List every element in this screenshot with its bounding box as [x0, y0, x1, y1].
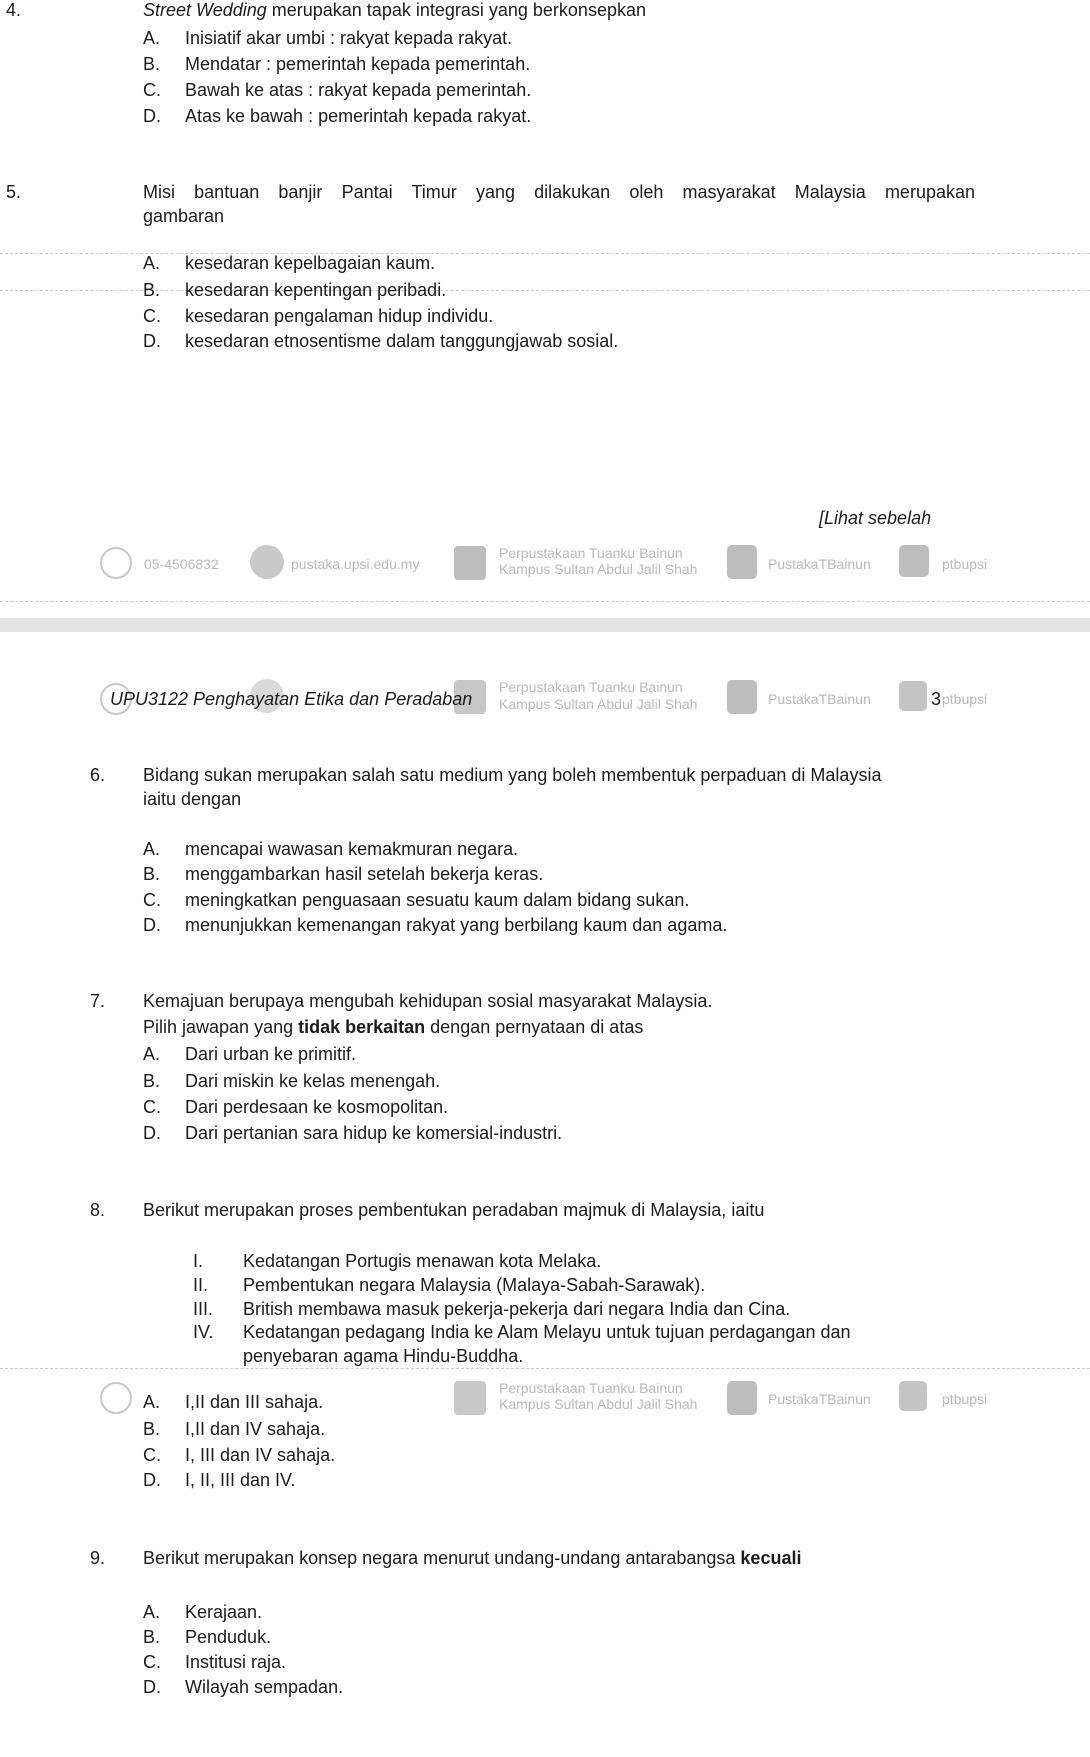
page-break	[0, 618, 1090, 632]
q8-statement-4	[193, 1322, 850, 1343]
header-library-line1: Perpustakaan Tuanku Bainun	[499, 679, 683, 695]
q9-option-d[interactable]	[143, 1677, 343, 1698]
q8-option-d[interactable]	[143, 1470, 295, 1491]
instagram-icon	[899, 1381, 927, 1411]
option-letter: B.	[143, 280, 161, 300]
option-letter: A.	[143, 839, 161, 859]
header-library-line2: Kampus Sultan Abdul Jalil Shah	[499, 696, 698, 712]
option-letter: B.	[143, 864, 161, 884]
option-letter: B.	[143, 54, 161, 74]
q8-stem: Berikut merupakan proses pembentukan peradaban majmuk di Malaysia, iaitu	[143, 1200, 765, 1220]
footer-library-line1: Perpustakaan Tuanku Bainun	[499, 545, 683, 561]
q4-stem-italic: Street Wedding	[143, 0, 267, 20]
option-letter: D.	[143, 1470, 161, 1490]
roman-numeral: I.	[193, 1251, 204, 1271]
q4-option-b[interactable]	[143, 54, 530, 75]
option-text: kesedaran etnosentisme dalam tanggungjawab sosial.	[185, 331, 619, 351]
q4-stem-rest: merupakan tapak integrasi yang berkonsepkan	[266, 0, 646, 20]
q5-stem-line2: gambaran	[143, 206, 225, 226]
option-text: I,II dan III sahaja.	[185, 1392, 324, 1412]
option-letter: C.	[143, 1445, 161, 1465]
option-text: I,II dan IV sahaja.	[185, 1419, 326, 1439]
globe-icon	[250, 545, 284, 579]
facebook-icon	[454, 546, 486, 580]
q8-statement-2	[193, 1275, 705, 1296]
option-letter: A.	[143, 253, 161, 273]
middle-library-line1: Perpustakaan Tuanku Bainun	[499, 1380, 683, 1396]
q5-option-c[interactable]	[143, 306, 493, 327]
statement-text: British membawa masuk pekerja-pekerja dari negara India dan Cina.	[243, 1299, 791, 1319]
q8-statement-3	[193, 1299, 790, 1320]
q9-number: 9.	[90, 1548, 106, 1568]
option-text: I, III dan IV sahaja.	[185, 1445, 336, 1465]
q6-option-b[interactable]	[143, 864, 543, 885]
option-letter: D.	[143, 331, 161, 351]
q6-number: 6.	[90, 765, 106, 785]
option-text: kesedaran kepentingan peribadi.	[185, 280, 447, 300]
q7-stem-pre: Pilih jawapan yang	[143, 1017, 299, 1037]
footer-twitter: PustakaTBainun	[768, 556, 871, 572]
twitter-icon	[727, 680, 757, 714]
option-letter: D.	[143, 915, 161, 935]
middle-instagram: ptbupsi	[942, 1391, 988, 1407]
phone-icon	[100, 1382, 132, 1414]
option-text: menggambarkan hasil setelah bekerja keras.	[185, 864, 544, 884]
option-letter: B.	[143, 1627, 161, 1647]
option-text: Mendatar : pemerintah kepada pemerintah.	[185, 54, 531, 74]
twitter-icon	[727, 545, 757, 579]
option-letter: D.	[143, 1123, 161, 1143]
page-number: 3	[931, 689, 942, 709]
option-letter: A.	[143, 28, 161, 48]
q9-option-b[interactable]	[143, 1627, 271, 1648]
instagram-icon	[899, 681, 927, 711]
option-text: I, II, III dan IV.	[185, 1470, 296, 1490]
q8-option-a[interactable]	[143, 1392, 323, 1413]
middle-library-line2: Kampus Sultan Abdul Jalil Shah	[499, 1396, 698, 1412]
roman-numeral: II.	[193, 1275, 209, 1295]
q7-number: 7.	[90, 991, 106, 1011]
header-instagram: ptbupsi	[942, 691, 988, 707]
q9-stem-pre: Berikut merupakan konsep negara menurut undang-undang antarabangsa	[143, 1548, 741, 1568]
q4-option-a[interactable]	[143, 28, 512, 49]
footer-phone: 05-4506832	[144, 556, 219, 572]
option-letter: C.	[143, 890, 161, 910]
q4-stem	[143, 0, 646, 21]
q8-option-c[interactable]	[143, 1445, 335, 1466]
q5-stem-line1: Misi bantuan banjir Pantai Timur yang dilakukan oleh masyarakat Malaysia merupakan	[143, 182, 975, 202]
q7-stem-line1: Kemajuan berupaya mengubah kehidupan sosial masyarakat Malaysia.	[143, 991, 713, 1011]
option-letter: C.	[143, 306, 161, 326]
q4-option-d[interactable]	[143, 106, 531, 127]
q6-option-c[interactable]	[143, 890, 689, 911]
option-text: kesedaran pengalaman hidup individu.	[185, 306, 494, 326]
q6-stem-line2: iaitu dengan	[143, 789, 242, 809]
q9-stem-bold: kecuali	[740, 1548, 802, 1568]
option-text: menunjukkan kemenangan rakyat yang berbilang kaum dan agama.	[185, 915, 728, 935]
q7-stem-bold: tidak berkaitan	[298, 1017, 426, 1037]
course-title: UPU3122 Penghayatan Etika dan Peradaban	[110, 689, 473, 709]
next-page-note: [Lihat sebelah	[819, 508, 932, 528]
option-letter: C.	[143, 80, 161, 100]
option-letter: D.	[143, 106, 161, 126]
q4-option-c[interactable]	[143, 80, 531, 101]
option-letter: C.	[143, 1097, 161, 1117]
option-letter: B.	[143, 1419, 161, 1439]
option-letter: B.	[143, 1071, 161, 1091]
roman-numeral: IV.	[193, 1322, 214, 1342]
q9-option-a[interactable]	[143, 1602, 262, 1623]
scan-artifact-line	[0, 601, 1090, 602]
instagram-icon	[899, 545, 929, 577]
phone-icon	[100, 547, 132, 579]
option-text: Dari pertanian sara hidup ke komersial-industri.	[185, 1123, 563, 1143]
q8-statement-1	[193, 1251, 601, 1272]
q7-stem-post: dengan pernyataan di atas	[425, 1017, 644, 1037]
option-text: Atas ke bawah : pemerintah kepada rakyat.	[185, 106, 532, 126]
twitter-icon	[727, 1381, 757, 1415]
middle-twitter: PustakaTBainun	[768, 1391, 871, 1407]
option-letter: A.	[143, 1044, 161, 1064]
q5-number: 5.	[6, 182, 22, 202]
option-text: Dari perdesaan ke kosmopolitan.	[185, 1097, 449, 1117]
option-text: kesedaran kepelbagaian kaum.	[185, 253, 436, 273]
option-text: Dari miskin ke kelas menengah.	[185, 1071, 441, 1091]
q7-option-a[interactable]	[143, 1044, 356, 1065]
q6-option-d[interactable]	[143, 915, 727, 936]
q8-option-b[interactable]	[143, 1419, 325, 1440]
footer-website: pustaka.upsi.edu.my	[291, 556, 420, 572]
q7-option-b[interactable]	[143, 1071, 440, 1092]
statement-text: Pembentukan negara Malaysia (Malaya-Sabah-Sarawak).	[243, 1275, 706, 1295]
q8-statement-4-line2: penyebaran agama Hindu-Buddha.	[243, 1346, 524, 1366]
q7-option-c[interactable]	[143, 1097, 448, 1118]
facebook-icon	[454, 1381, 486, 1415]
statement-text: Kedatangan Portugis menawan kota Melaka.	[243, 1251, 602, 1271]
option-text: Institusi raja.	[185, 1652, 287, 1672]
option-text: Inisiatif akar umbi : rakyat kepada rakyat.	[185, 28, 513, 48]
option-text: Kerajaan.	[185, 1602, 263, 1622]
q5-option-b[interactable]	[143, 280, 446, 301]
roman-numeral: III.	[193, 1299, 214, 1319]
q7-stem-line2	[143, 1017, 643, 1038]
option-text: Bawah ke atas : rakyat kepada pemerintah.	[185, 80, 532, 100]
q8-number: 8.	[90, 1200, 106, 1220]
footer-instagram: ptbupsi	[942, 556, 988, 572]
option-letter: A.	[143, 1602, 161, 1622]
option-letter: C.	[143, 1652, 161, 1672]
q9-stem	[143, 1548, 801, 1569]
option-text: meningkatkan penguasaan sesuatu kaum dalam bidang sukan.	[185, 890, 690, 910]
statement-text: Kedatangan pedagang India ke Alam Melayu untuk tujuan perdagangan dan	[243, 1322, 851, 1342]
q7-option-d[interactable]	[143, 1123, 562, 1144]
option-letter: D.	[143, 1677, 161, 1697]
q5-option-a[interactable]	[143, 253, 435, 274]
q6-option-a[interactable]	[143, 839, 518, 860]
scan-artifact-line	[0, 1368, 1090, 1369]
option-text: Dari urban ke primitif.	[185, 1044, 357, 1064]
q9-option-c[interactable]	[143, 1652, 286, 1673]
footer-library-line2: Kampus Sultan Abdul Jalil Shah	[499, 561, 698, 577]
q4-number: 4.	[6, 0, 22, 20]
q5-option-d[interactable]	[143, 331, 618, 352]
option-text: Penduduk.	[185, 1627, 272, 1647]
q6-stem-line1: Bidang sukan merupakan salah satu medium yang boleh membentuk perpaduan di Malaysia	[143, 765, 882, 785]
option-text: Wilayah sempadan.	[185, 1677, 344, 1697]
option-text: mencapai wawasan kemakmuran negara.	[185, 839, 519, 859]
header-twitter: PustakaTBainun	[768, 691, 871, 707]
option-letter: A.	[143, 1392, 161, 1412]
